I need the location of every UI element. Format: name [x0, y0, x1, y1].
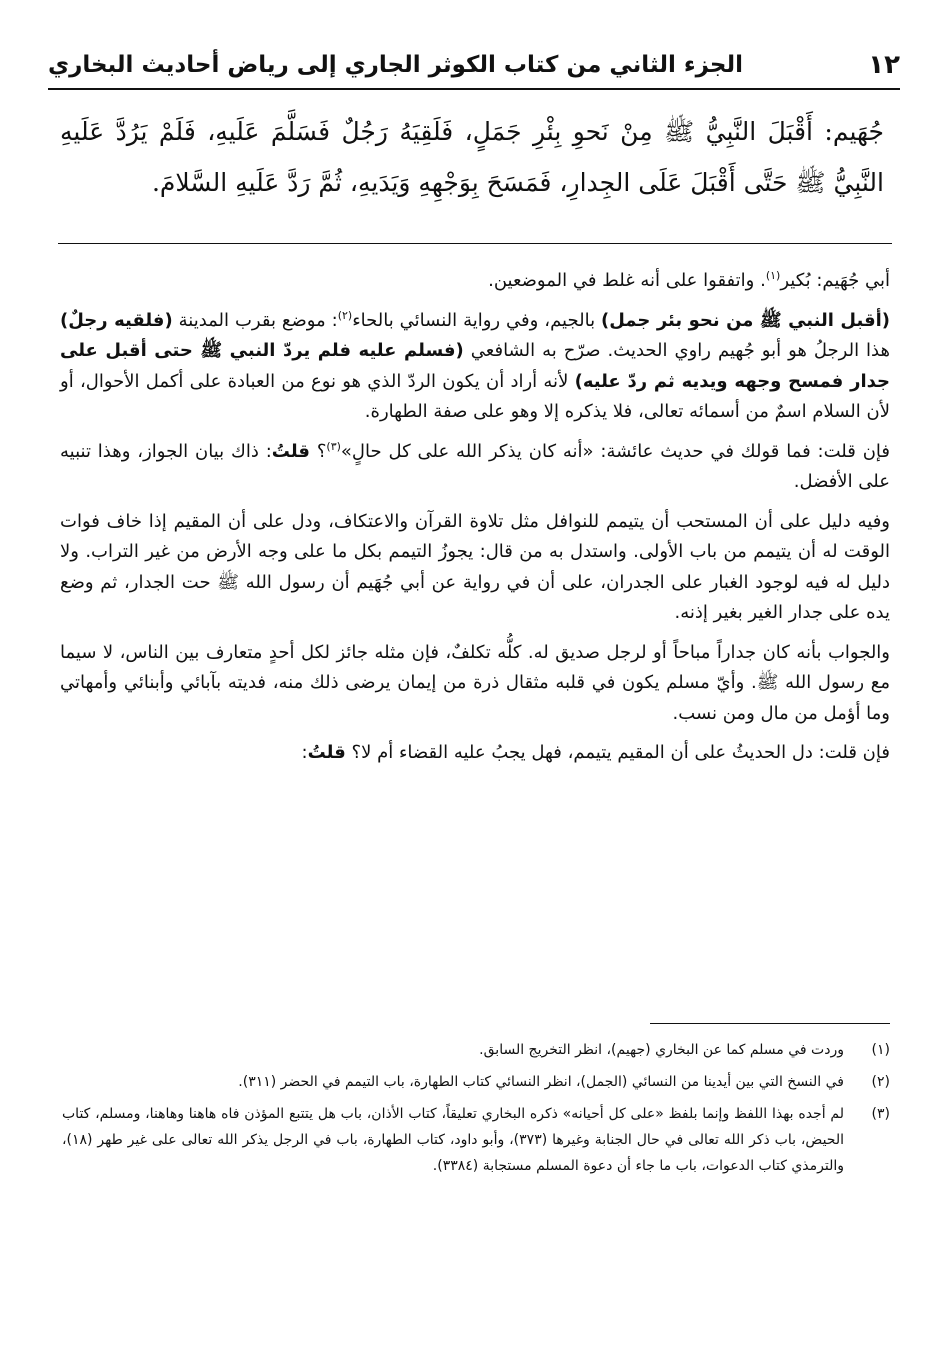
text-segment: فإن قلت: دل الحديثُ على أن المقيم يتيمم، فهل يجبُ عليه القضاء أم لا؟ [345, 742, 890, 763]
commentary-paragraph-4: وفيه دليل على أن المستحب أن يتيمم للنوافل مثل تلاوة القرآن والاعتكاف، ودل على أن المقيم إذا خاف فوات الوقت له أن يتيمم من باب الأولى. واستدل به من قال: يجوزُ التيمم بكل ما على وجه الأرض من غير التراب. ولا دليل له فيه لوجود الغبار على الجدران، على أن في رواية عن أبي جُهَيم أن رسول الله ﷺ حت الجدار، ثم وضع يده على جدار الغير بغير إذنه. [60, 510, 890, 623]
text-segment: . واتفقوا على أنه غلط في الموضعين. [488, 270, 766, 291]
text-segment: أبي جُهَيم: بُكير [780, 270, 890, 291]
commentary-paragraph-6 [60, 738, 890, 769]
footnote-2 [62, 1069, 890, 1095]
text-segment: لأنه أراد أن يكون الردّ الذي هو نوع من العبادة على أكمل الأحوال، أو لأن السلام اسمٌ من أسمائه تعالى، فلا يذكره إلا وهو على صفة الطهارة. [60, 370, 890, 422]
bold-quote: (فسلم عليه فلم يردّ النبي ﷺ حتى أقبل على جدار فمسح وجهه ويديه ثم ردّ عليه) [60, 340, 890, 392]
text-segment: : ذاك بيان الجواز، وهذا تنبيه على الأفضل. [60, 440, 890, 492]
footnote-3 [62, 1101, 890, 1179]
bold-quote: (فلقيه رجلٌ) [60, 309, 173, 331]
text-segment: : [301, 742, 308, 763]
footnote-number: (١) [871, 1042, 890, 1058]
text-segment: : موضع بقرب المدينة [172, 309, 338, 331]
hadith-text: جُهَيم: أَقْبَلَ النَّبِيُّ ﷺ مِنْ نَحوِ بِئْرِ جَمَلٍ، فَلَقِيَهُ رَجُلٌ فَسَلَّمَ عَلَيهِ، فَلَمْ يَرُدَّ عَلَيهِ النَّبِيُّ ﷺ حَتَّى أَقْبَلَ عَلَى الجِدارِ، فَمَسَحَ بِوَجْهِهِ وَيَدَيهِ، ثُمَّ رَدَّ عَلَيهِ السَّلامَ. [60, 117, 884, 197]
commentary-paragraph-5: والجواب بأنه كان جداراً مباحاً أو لرجل صديق له. كلُّه تكلفٌ، فإن مثله جائز لكل أحدٍ متعارف بين الناس، لا سيما مع رسول الله ﷺ. وأيّ مسلم يكون في قلبه مثقال ذرة من إيمان يرضى ذلك منه، فديته بآبائي وأبنائي وأمهاتي وما أؤمل من مال ومن نسب. [60, 641, 890, 724]
commentary-paragraph-2 [60, 306, 890, 428]
footnote-ref-2[interactable]: (٢) [337, 308, 353, 322]
footnote-rule [650, 1023, 890, 1024]
footnote-number: (٢) [871, 1074, 890, 1090]
commentary-paragraph-1 [60, 266, 890, 297]
hadith-separator [58, 243, 892, 244]
text-segment: ؟ [309, 440, 327, 462]
text-segment: هذا الرجلُ هو أبو جُهيم راوي الحديث. صرّح به الشافعي [463, 340, 890, 361]
bold-keyword: قلتُ [307, 742, 346, 763]
footnote-text: وردت في مسلم كما عن البخاري (جهيم)، انظر التخريج السابق. [479, 1042, 844, 1058]
text-segment: بالجيم، وفي رواية النسائي بالحاء [352, 309, 602, 331]
commentary-paragraph-3 [60, 437, 890, 498]
commentary [60, 266, 890, 778]
footnote-ref-1[interactable]: (١) [765, 269, 781, 282]
page-number: ١٢ [868, 50, 900, 80]
footnote-number: (٣) [871, 1106, 890, 1122]
footnote-text: لم أجده بهذا اللفظ وإنما بلفظ «على كل أحيانه» ذكره البخاري تعليقاً، كتاب الأذان، باب هل يتتبع المؤذن فاه هاهنا وهاهنا، ومسلم، كتاب الحيض، باب ذكر الله تعالى في حال الجنابة وغيرها (٣٧٣)، وأبو داود، كتاب الطهارة، باب في الرجل يذكر الله تعالى على غير طهر (١٨)، والترمذي كتاب الدعوات، باب ما جاء أن دعوة المسلم مستجابة (٣٣٨٤). [62, 1106, 845, 1174]
footnote-1 [62, 1037, 890, 1063]
bold-keyword: قلتُ [271, 440, 310, 462]
running-title: الجزء الثاني من كتاب الكوثر الجاري إلى رياض أحاديث البخاري [48, 52, 744, 78]
footnotes [62, 1037, 890, 1185]
footnote-ref-3[interactable]: (٣) [326, 439, 341, 453]
footnote-text: في النسخ التي بين أيدينا من النسائي (الجمل)، انظر النسائي كتاب الطهارة، باب التيمم في الحضر (٣١١). [238, 1074, 844, 1090]
bold-quote: (أقبل النبي ﷺ من نحو بئر جمل) [601, 309, 890, 331]
text-segment: فإن قلت: فما قولك في حديث عائشة: «أنه كان يذكر الله على كل حالٍ» [340, 440, 891, 462]
page-header [48, 42, 900, 90]
